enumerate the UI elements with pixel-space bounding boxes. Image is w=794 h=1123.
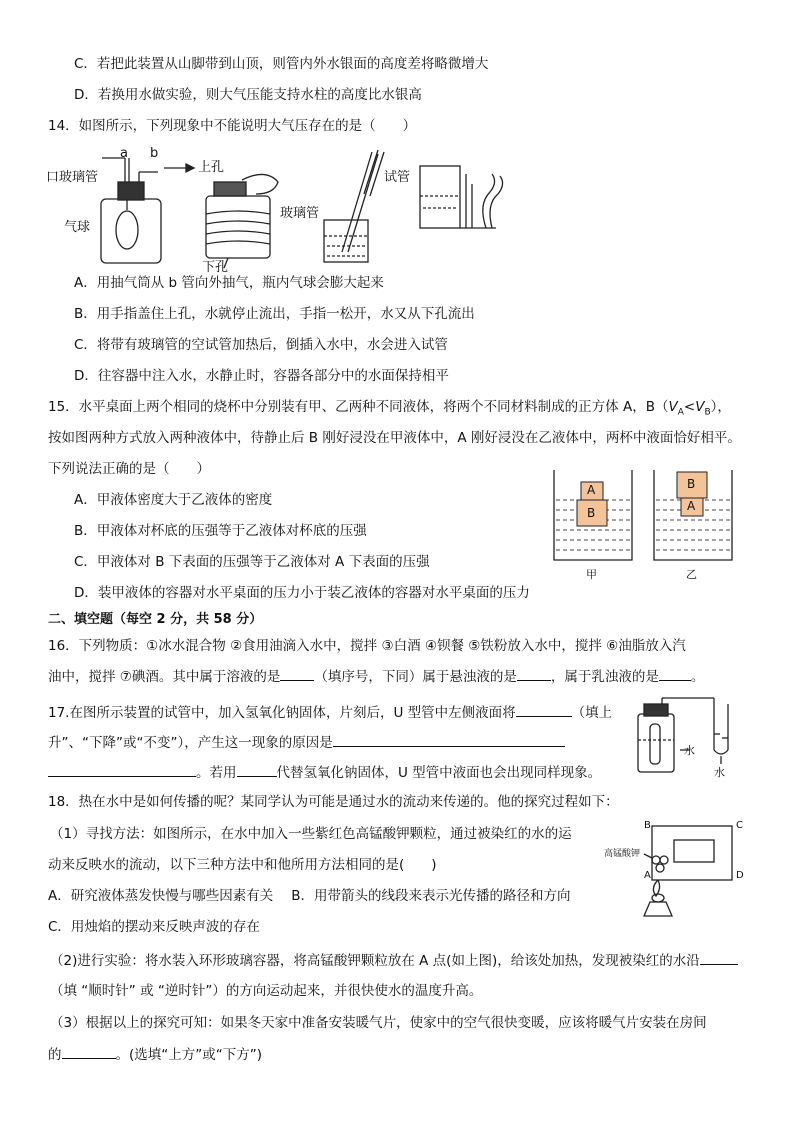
q17-figure xyxy=(628,694,758,784)
q15-close: ）， xyxy=(710,399,731,415)
q17-figure-drawing xyxy=(628,694,758,784)
q14-figure xyxy=(46,144,516,275)
q18-label-b: B xyxy=(644,820,651,831)
q15-option-a: A．甲液体密度大于乙液体的密度 xyxy=(74,492,273,508)
q17-label-water-1: 水 xyxy=(684,744,695,757)
q17-text-b: （填上 xyxy=(571,705,613,721)
q17-text-a: 17.在图所示装置的试管中，加入氢氧化钠固体，片刻后，U 型管中左侧液面将 xyxy=(48,705,516,721)
label-balloon: 气球 xyxy=(64,220,91,235)
q18-label-kmno4: 高锰酸钾 xyxy=(604,849,641,859)
q13-option-c: C．若把此装置从山脚带到山顶，则管内外水银面的高度差将略微增大 xyxy=(74,56,489,72)
label-a: a xyxy=(120,146,128,161)
q18-line-4 xyxy=(48,886,571,906)
q15-lt: < xyxy=(683,399,696,415)
q15-va: V xyxy=(668,399,678,415)
q18-label-c: C xyxy=(736,820,743,831)
q15-label-a-right: A xyxy=(687,499,696,513)
q16-line-1: 16．下列物质：①冰水混合物 ②食用油滴入水中，搅拌 ③白酒 ④钡餐 ⑤铁粉放入水中，搅拌 ⑥油脂放入汽 xyxy=(48,638,686,654)
q15-label-jia: 甲 xyxy=(586,568,597,581)
q18-line-3: 动来反映水的流动，以下三种方法中和他所用方法相同的是( ) xyxy=(48,857,437,873)
q18-line-7: （填 “顺时针” 或 “逆时针”）的方向运动起来，并很快使水的温度升高。 xyxy=(50,983,483,999)
q14-option-d: D．往容器中注入水，水静止时，容器各部分中的水面保持相平 xyxy=(74,368,449,384)
q17-text-e: 代替氢氧化钠固体，U 型管中液面也会出现同样现象。 xyxy=(276,765,602,781)
q18-line-1: 18．热在水中是如何传播的呢？某同学认为可能是通过水的流动来传递的。他的探究过程如下： xyxy=(48,794,619,810)
q15-line-1 xyxy=(48,397,731,423)
q18-line-9 xyxy=(48,1044,262,1065)
q18-option-b: B．用带箭头的线段来表示光传播的路径和方向 xyxy=(291,888,571,904)
q18-line-5: C．用烛焰的摆动来反映声波的存在 xyxy=(48,919,260,935)
q16-line-2 xyxy=(48,666,704,687)
q15-va-sub: A xyxy=(677,407,684,418)
label-upper-hole: 上孔 xyxy=(198,160,225,175)
q18-text-9b: 。(选填“上方”或“下方”) xyxy=(115,1047,263,1063)
q16-text-d: 。 xyxy=(690,669,705,685)
q18-option-a: A．研究液体蒸发快慢与哪些因素有关 xyxy=(48,888,274,904)
q18-blank-direction[interactable] xyxy=(700,950,738,965)
q16-text-c: ，属于乳浊液的是 xyxy=(550,669,659,685)
q16-blank-emulsion[interactable] xyxy=(659,666,691,681)
q14-option-b: B．用手指盖住上孔，水就停止流出，手指一松开，水又从下孔流出 xyxy=(74,306,475,322)
q17-blank-reason-cont[interactable] xyxy=(48,762,196,777)
q18-label-a: A xyxy=(644,870,651,881)
q18-figure-drawing xyxy=(604,818,754,930)
q18-line-8: （3）根据以上的探究可知：如果冬天家中准备安装暖气片，使家中的空气很快变暖，应该将暖气片安装在房间 xyxy=(50,1015,707,1031)
q16-text-a: 油中，搅拌 ⑦碘酒。其中属于溶液的是 xyxy=(48,669,281,685)
q18-text-6: （2)进行实验：将水装入环形玻璃容器，将高锰酸钾颗粒放在 A 点(如上图)，给该处加热，发现被染红的水沿 xyxy=(50,953,700,969)
q17-label-water-2: 水 xyxy=(714,766,725,779)
q14-option-c: C．将带有玻璃管的空试管加热后，倒插入水中，水会进入试管 xyxy=(74,337,448,353)
label-b: b xyxy=(150,146,159,161)
q15-vb: V xyxy=(695,399,705,415)
label-test-tube: 试管 xyxy=(384,170,411,185)
q15-label-yi: 乙 xyxy=(686,568,697,581)
q15-figure-drawing xyxy=(552,464,742,584)
q15-figure xyxy=(552,464,742,584)
q17-line-1 xyxy=(48,702,612,723)
label-glass-tube: 口玻璃管 xyxy=(46,170,99,185)
q17-text-c: 升”、“下降”或“不变”），产生这一现象的原因是 xyxy=(48,735,333,751)
q18-label-d: D xyxy=(736,870,744,881)
section-2-title: 二、填空题（每空 2 分，共 58 分） xyxy=(48,612,263,627)
q17-blank-level[interactable] xyxy=(516,702,572,717)
q17-line-2 xyxy=(48,732,565,753)
q18-line-2: （1）寻找方法：如图所示，在水中加入一些紫红色高锰酸钾颗粒，通过被染红的水的运 xyxy=(50,826,572,842)
q15-label-b-right: B xyxy=(687,477,696,491)
q16-blank-solution[interactable] xyxy=(280,666,314,681)
q14-option-a: A．用抽气筒从 b 管向外抽气，瓶内气球会膨大起来 xyxy=(74,275,384,291)
label-glass-tube-2: 玻璃管 xyxy=(280,206,320,221)
q18-line-6 xyxy=(50,950,738,971)
q17-blank-substitute[interactable] xyxy=(237,762,277,777)
q18-text-9a: 的 xyxy=(48,1047,62,1063)
q15-line-3: 下列说法正确的是（ ） xyxy=(48,461,210,477)
q15-option-d: D．装甲液体的容器对水平桌面的压力小于装乙液体的容器对水平桌面的压力 xyxy=(74,585,530,601)
q17-text-d: 。若用 xyxy=(196,765,237,781)
q15-option-b: B．甲液体对杯底的压强等于乙液体对杯底的压强 xyxy=(74,523,367,539)
q18-figure xyxy=(604,818,754,930)
q15-option-c: C．甲液体对 B 下表面的压强等于乙液体对 A 下表面的压强 xyxy=(74,554,430,570)
q18-blank-position[interactable] xyxy=(62,1044,116,1059)
q16-text-b: （填序号，下同）属于悬浊液的是 xyxy=(314,669,517,685)
q13-option-d: D．若换用水做实验，则大气压能支持水柱的高度比水银高 xyxy=(74,87,422,103)
q15-line-1-text: 15．水平桌面上两个相同的烧杯中分别装有甲、乙两种不同液体，将两个不同材料制成的正方体 A，B（ xyxy=(48,399,669,415)
q17-line-3 xyxy=(48,762,601,783)
q15-label-b-left: B xyxy=(587,506,596,520)
label-lower-hole: 下孔 xyxy=(202,260,229,275)
q16-blank-suspension[interactable] xyxy=(517,666,551,681)
q15-label-a-left: A xyxy=(587,483,596,497)
q14-stem: 14．如图所示，下列现象中不能说明大气压存在的是（ ） xyxy=(48,118,417,134)
q15-line-2: 按如图两种方式放入两种液体中，待静止后 B 刚好浸没在甲液体中，A 刚好浸没在乙液体中，两杯中液面恰好相平。 xyxy=(48,430,741,446)
q17-blank-reason[interactable] xyxy=(333,732,565,747)
q15-vb-sub: B xyxy=(704,407,711,418)
